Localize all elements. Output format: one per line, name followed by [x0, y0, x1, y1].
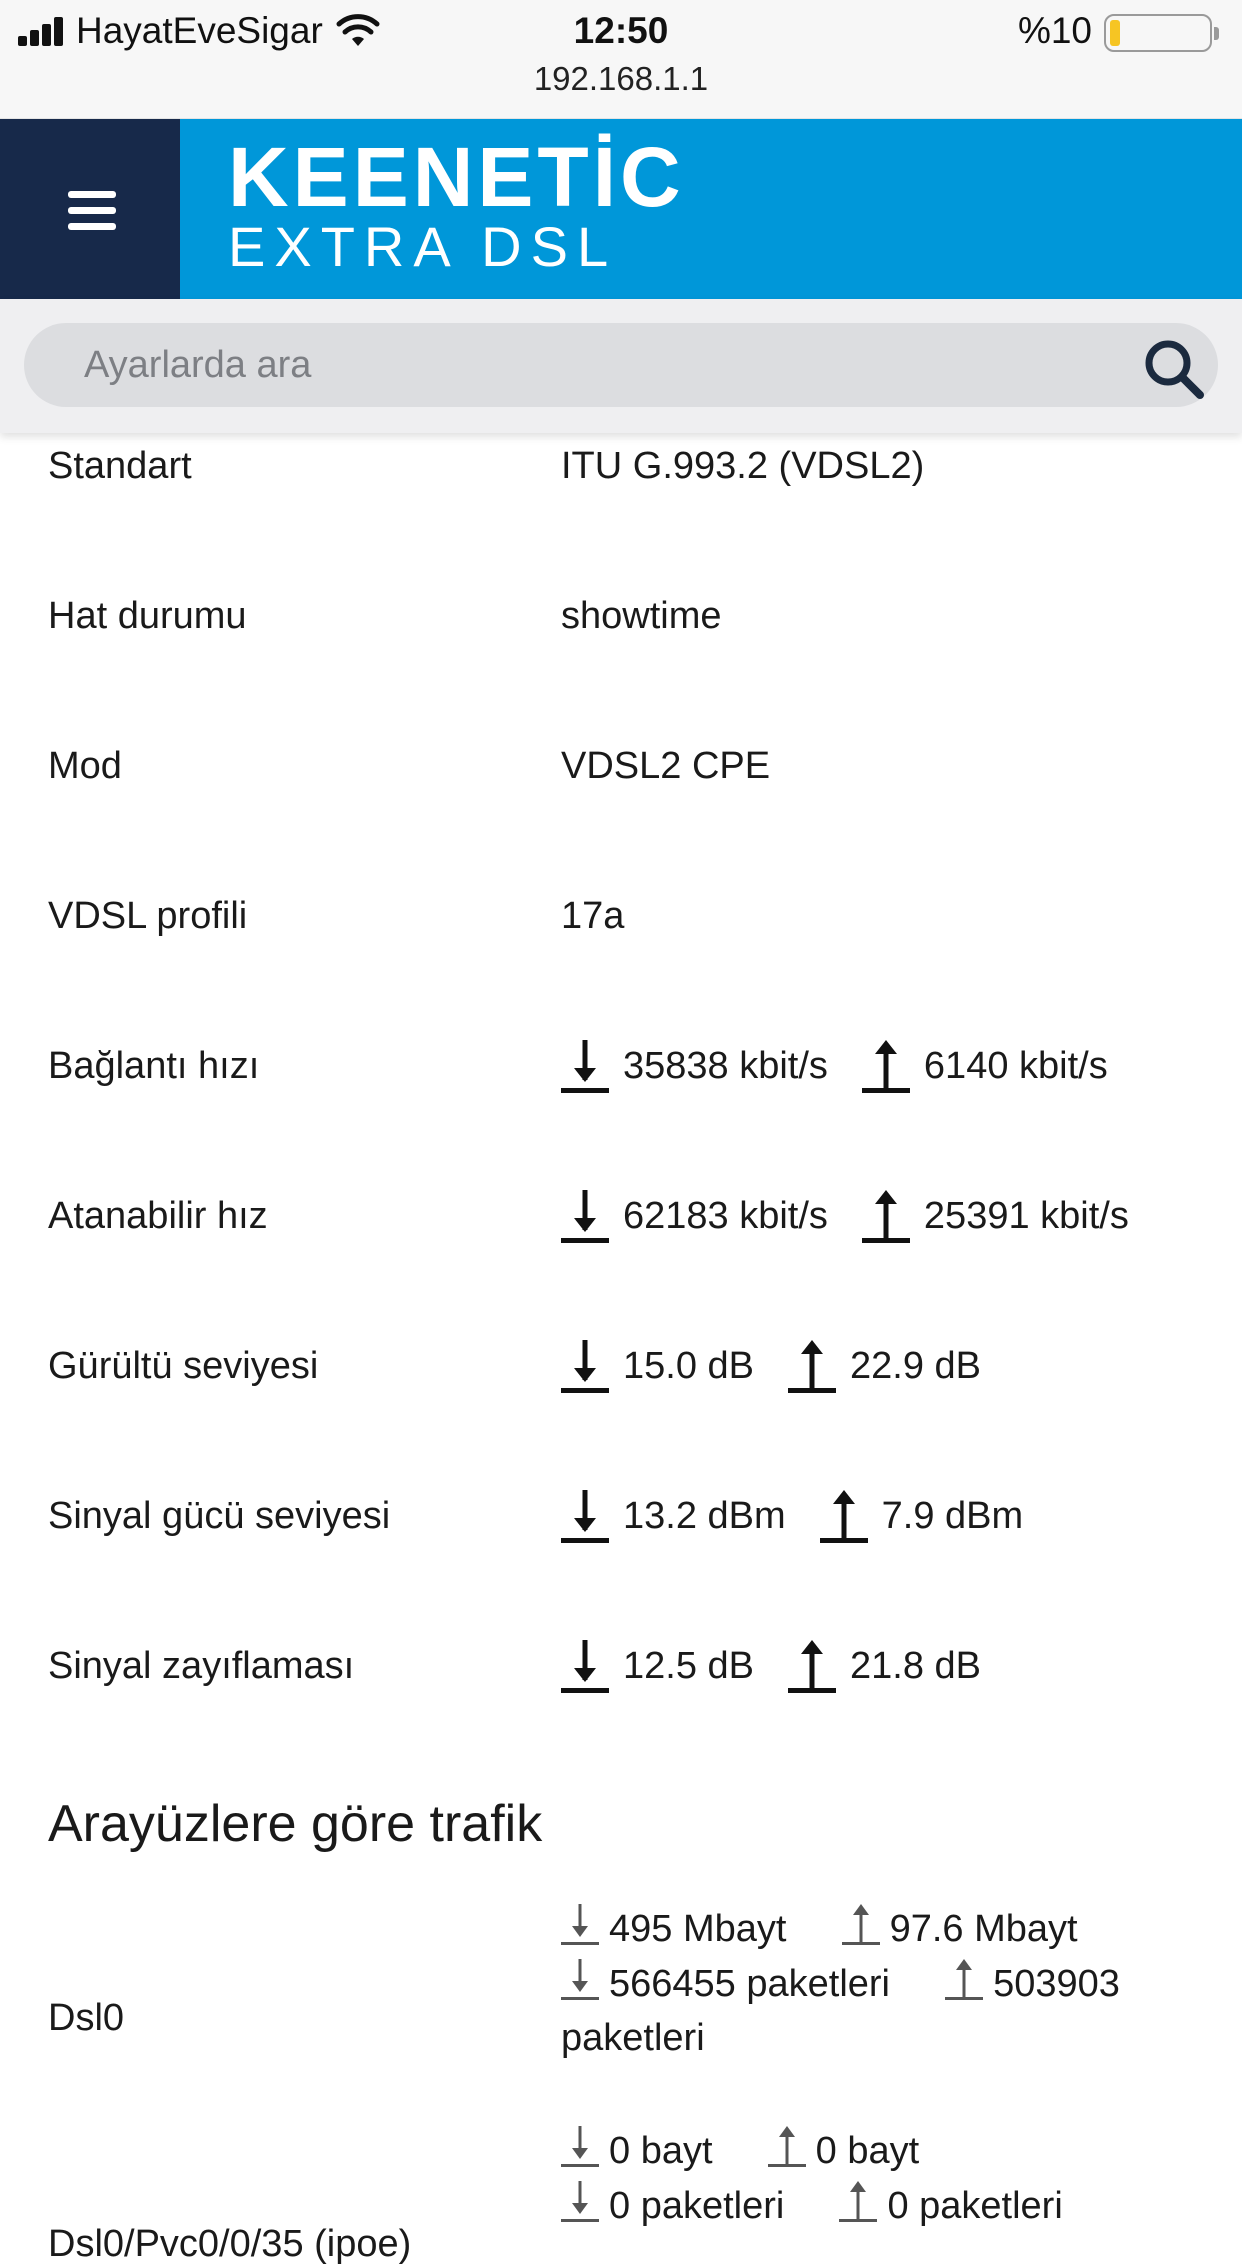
download-arrow-icon [561, 2123, 599, 2169]
download-arrow-icon [561, 1956, 599, 2002]
info-row-profile [0, 883, 1242, 963]
rx-packets: 566455 paketleri [609, 1963, 890, 2005]
info-row-noise-margin [0, 1333, 1242, 1413]
noise-margin-up: 22.9 dB [850, 1345, 981, 1387]
brand-logo[interactable] [228, 130, 685, 279]
rx-packets: 0 paketleri [609, 2185, 785, 2227]
mode-label: Mod [48, 745, 122, 787]
download-arrow-icon [561, 1486, 609, 1546]
signal-power-up: 7.9 dBm [881, 1495, 1024, 1537]
tx-packets-unit: paketleri [561, 2017, 705, 2059]
upload-arrow-icon [788, 1336, 836, 1396]
attenuation-label: Sinyal zayıflaması [48, 1645, 355, 1687]
search-icon[interactable] [1142, 337, 1206, 401]
model-name: EXTRA DSL [228, 215, 618, 279]
profile-value: 17a [561, 895, 625, 937]
connection-speed-label: Bağlantı hızı [48, 1045, 260, 1087]
upload-arrow-icon [862, 1186, 910, 1246]
signal-power-label: Sinyal gücü seviyesi [48, 1495, 391, 1537]
attenuation-values [561, 1633, 981, 1699]
download-arrow-icon [561, 1336, 609, 1396]
noise-margin-label: Gürültü seviyesi [48, 1345, 319, 1387]
upload-arrow-icon [862, 1036, 910, 1096]
app-header [0, 119, 1242, 299]
download-arrow-icon [561, 1036, 609, 1096]
info-row-attenuation [0, 1633, 1242, 1713]
info-row-attainable-speed [0, 1183, 1242, 1263]
standard-value: ITU G.993.2 (VDSL2) [561, 445, 925, 487]
tx-packets: 503903 [993, 1963, 1120, 2005]
attainable-speed-values [561, 1183, 1129, 1249]
info-row-connection-speed [0, 1033, 1242, 1113]
attainable-speed-label: Atanabilir hız [48, 1195, 268, 1237]
info-row-standard [0, 433, 1242, 513]
upload-arrow-icon [945, 1956, 983, 2002]
tx-bytes: 0 bayt [815, 2130, 920, 2172]
tx-bytes: 97.6 Mbayt [889, 1908, 1078, 1950]
download-arrow-icon [561, 1901, 599, 1947]
interface-name: Dsl0/Pvc0/0/35 (ipoe) [48, 2223, 412, 2265]
noise-margin-down: 15.0 dB [623, 1345, 754, 1387]
page-url[interactable]: 192.168.1.1 [533, 60, 709, 97]
download-arrow-icon [561, 1186, 609, 1246]
upload-arrow-icon [768, 2123, 806, 2169]
download-arrow-icon [561, 1636, 609, 1696]
hamburger-menu-button[interactable] [0, 119, 180, 299]
attenuation-down: 12.5 dB [623, 1645, 754, 1687]
attenuation-up: 21.8 dB [850, 1645, 981, 1687]
upload-arrow-icon [842, 1901, 880, 1947]
line-state-value: showtime [561, 595, 722, 637]
interface-name: Dsl0 [48, 1997, 125, 2039]
attainable-speed-down: 62183 kbit/s [623, 1195, 828, 1237]
signal-power-down: 13.2 dBm [623, 1495, 786, 1537]
info-row-mode [0, 733, 1242, 813]
tx-packets: 0 paketleri [887, 2185, 1063, 2227]
mode-value: VDSL2 CPE [561, 745, 771, 787]
connection-speed-values [561, 1033, 1108, 1099]
upload-arrow-icon [788, 1636, 836, 1696]
signal-power-values [561, 1483, 1023, 1549]
info-row-line-state [0, 583, 1242, 663]
line-state-label: Hat durumu [48, 595, 247, 637]
clock: 12:50 [573, 10, 669, 51]
traffic-values [561, 1901, 1201, 2065]
connection-speed-up: 6140 kbit/s [923, 1045, 1108, 1087]
info-row-signal-power [0, 1483, 1242, 1563]
battery-percentage: %10 [1017, 10, 1092, 51]
attainable-speed-up: 25391 kbit/s [923, 1195, 1129, 1237]
traffic-section-title: Arayüzlere göre trafik [48, 1795, 543, 1853]
download-arrow-icon [561, 2178, 599, 2224]
profile-label: VDSL profili [48, 895, 248, 937]
traffic-values [561, 2123, 1201, 2233]
standard-label: Standart [48, 445, 192, 487]
upload-arrow-icon [839, 2178, 877, 2224]
rx-bytes: 0 bayt [609, 2130, 713, 2172]
status-bar [0, 0, 1242, 119]
carrier-name: HayatEveSigar [76, 10, 323, 51]
search-bar [0, 299, 1242, 433]
battery-icon [1104, 14, 1212, 52]
settings-search-input[interactable] [24, 323, 1218, 407]
upload-arrow-icon [820, 1486, 868, 1546]
rx-bytes: 495 Mbayt [609, 1908, 787, 1950]
connection-speed-down: 35838 kbit/s [623, 1045, 828, 1087]
brand-name: KEENETİC [228, 130, 685, 224]
noise-margin-values [561, 1333, 981, 1399]
